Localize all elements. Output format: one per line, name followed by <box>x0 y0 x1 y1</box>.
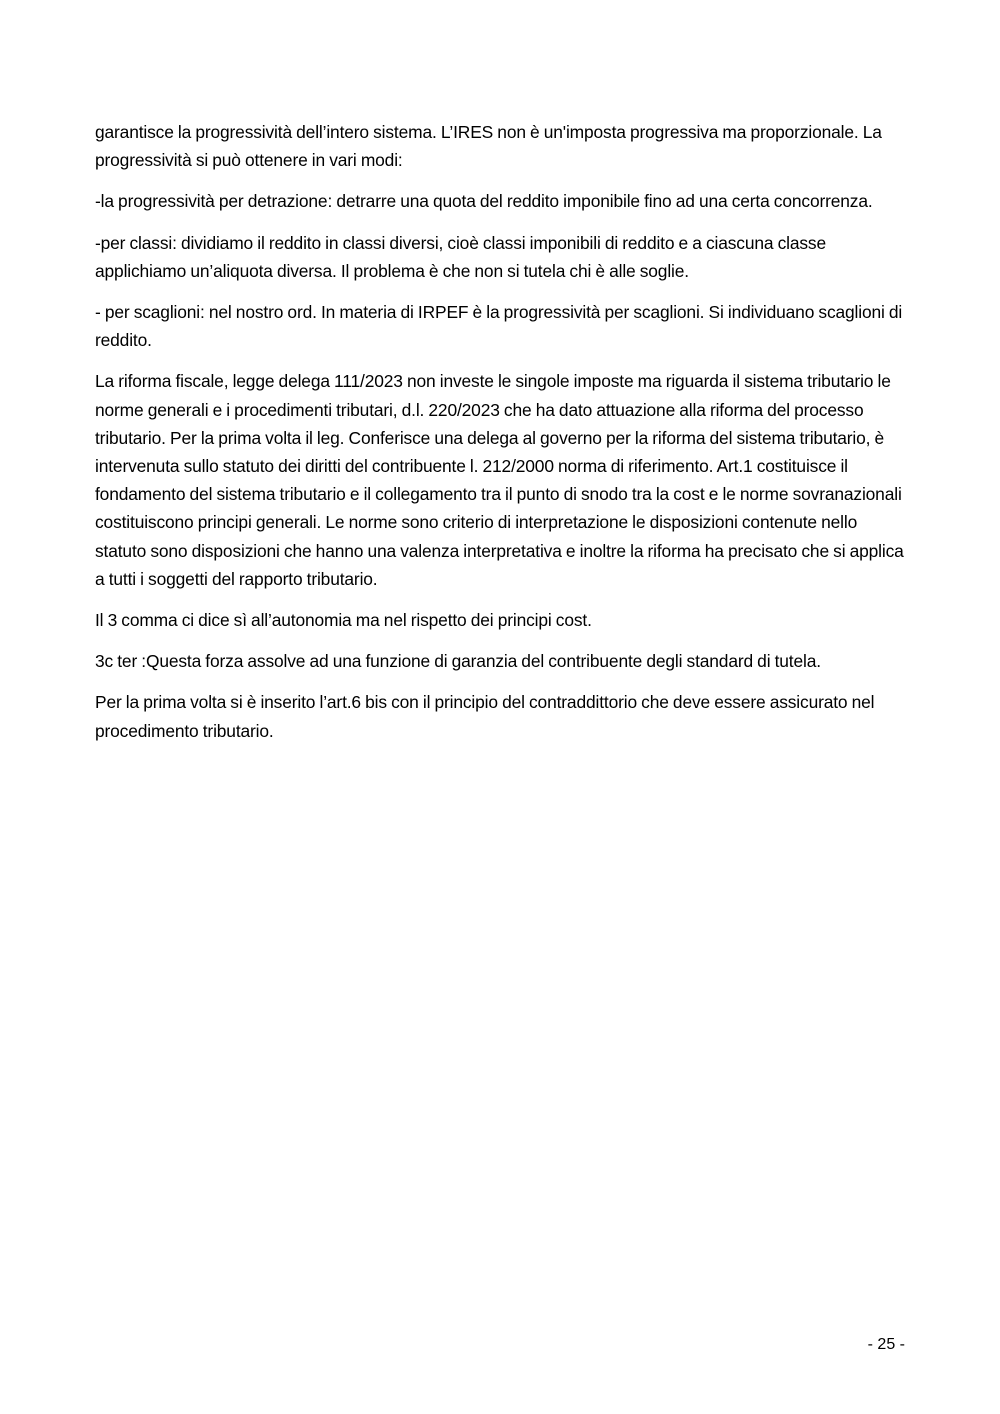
paragraph-detraction: -la progressività per detrazione: detrarre una quota del reddito imponibile fino ad una certa concorrenza. <box>95 191 873 212</box>
paragraph-3c-ter: 3c ter :Questa forza assolve ad una funzione di garanzia del contribuente degli standard di tutela. <box>95 651 821 672</box>
page-number: - 25 - <box>867 1336 905 1353</box>
paragraph-classes: -per classi: dividiamo il reddito in classi diversi, cioè classi imponibili di reddito e a ciascuna classe applichiamo un’aliquota diversa. Il problema è che non si tutela chi è alle soglie. <box>95 232 826 281</box>
paragraph-art6-bis: Per la prima volta si è inserito l’art.6 bis con il principio del contraddittorio che deve essere assicurato nel procedimento tributario. <box>95 692 875 741</box>
paragraph-third-comma: Il 3 comma ci dice sì all’autonomia ma nel rispetto dei principi cost. <box>95 610 592 631</box>
paragraph-progressivity-intro: garantisce la progressività dell’intero sistema. L’IRES non è un'imposta progressiva ma proporzionale. La progressività si può ottenere in vari modi: <box>95 122 882 171</box>
document-body <box>95 118 907 758</box>
paragraph-brackets: - per scaglioni: nel nostro ord. In materia di IRPEF è la progressività per scaglioni. Si individuano scaglioni di reddito. <box>95 302 903 351</box>
paragraph-tax-reform: La riforma fiscale, legge delega 111/2023 non investe le singole imposte ma riguarda il sistema tributario le norme generali e i procedimenti tributari, d.l. 220/2023 che ha dato attuazione alla riforma del processo tributario. Per la prima volta il leg. Conferisce una delega al governo per la riforma del sistema tributario, è intervenuta sullo statuto dei diritti del contribuente l. 212/2000 norma di riferimento. Art.1 costituisce il fondamento del sistema tributario e il collegamento tra il punto di snodo tra la cost e le norme sovranazionali costituiscono principi generali. Le norme sono criterio di interpretazione le disposizioni contenute nello statuto sono disposizioni che hanno una valenza interpretativa e inoltre la riforma ha precisato che si applica a tutti i soggetti del rapporto tributario. <box>95 371 904 589</box>
